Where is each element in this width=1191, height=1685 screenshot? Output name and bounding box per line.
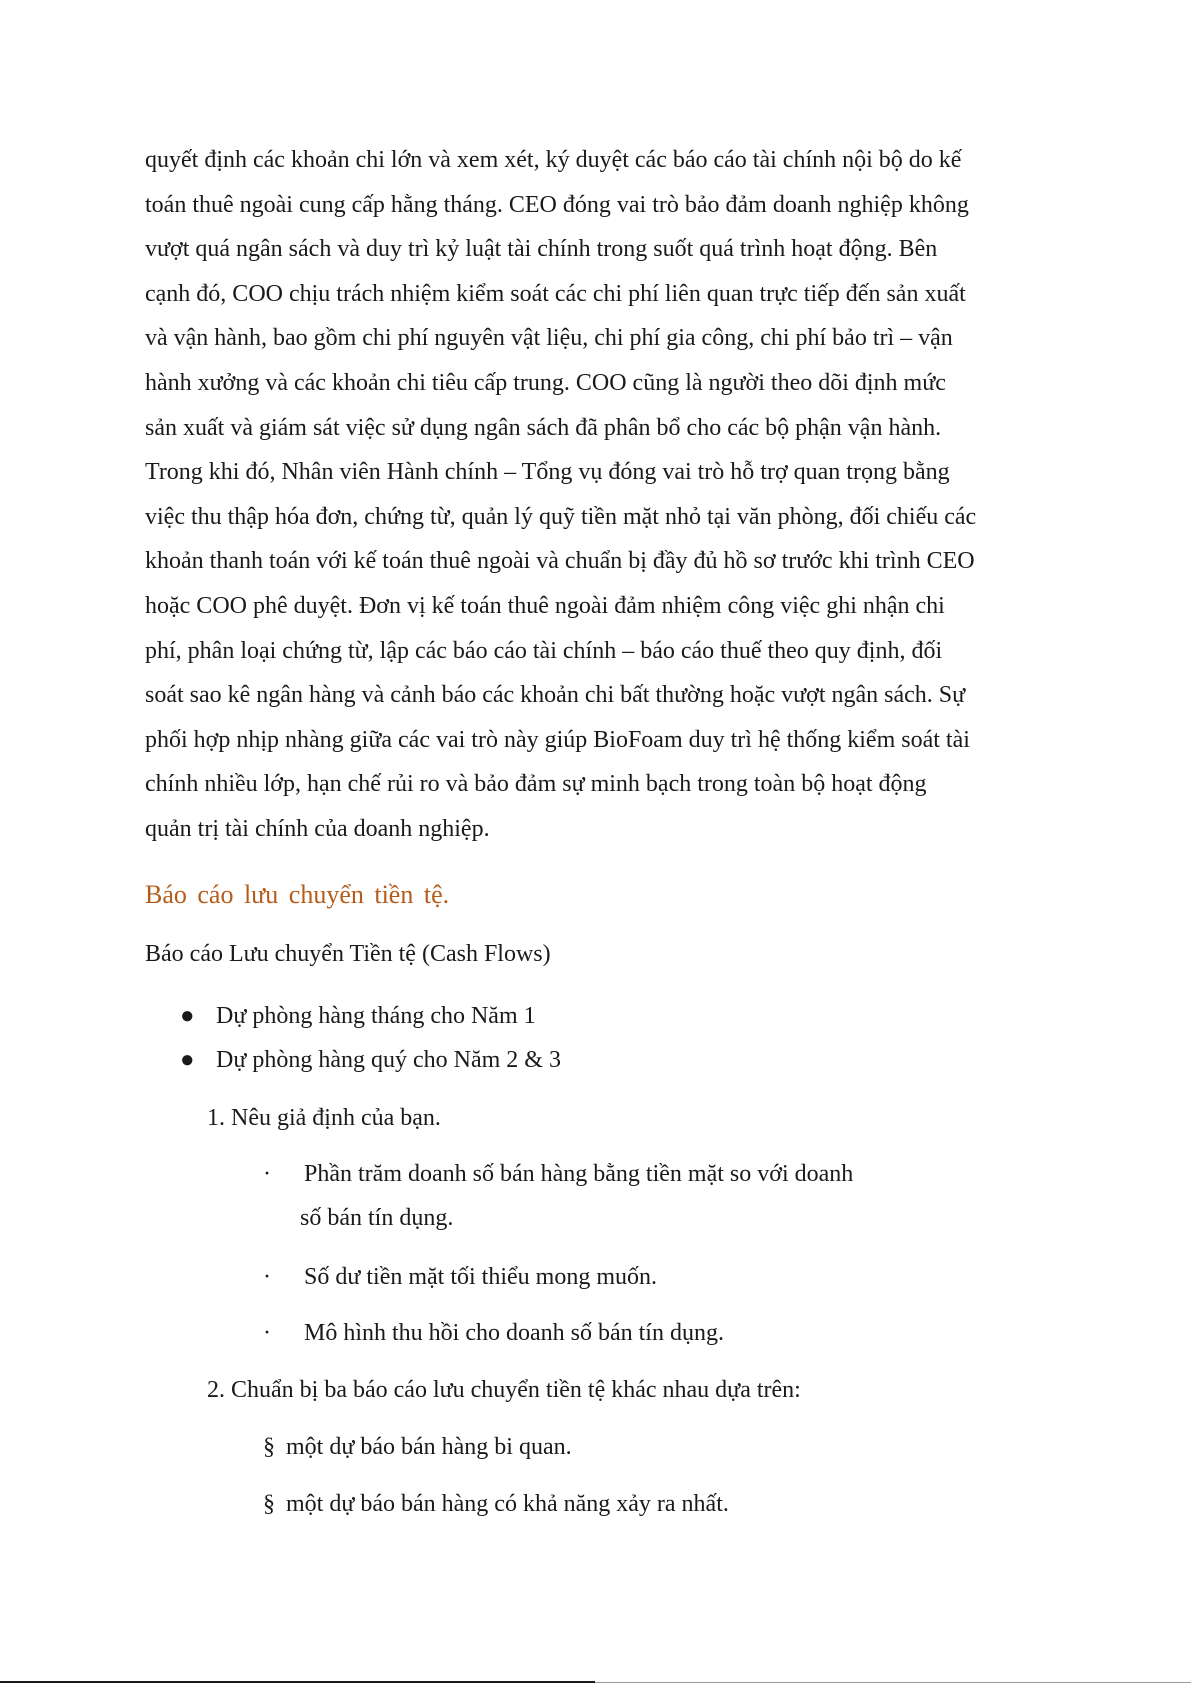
bullet-dot-icon: ● <box>180 1047 195 1073</box>
sub-item-text: một dự báo bán hàng bi quan. <box>286 1434 572 1460</box>
footer-divider <box>595 1682 1191 1683</box>
body-paragraph <box>145 138 1085 852</box>
bullet-text: Dự phòng hàng tháng cho Năm 1 <box>216 1003 536 1029</box>
paragraph-line: phí, phân loại chứng từ, lập các báo cáo tài chính – báo cáo thuế theo quy định, đối <box>145 637 943 664</box>
middot-marker: · <box>263 1264 271 1290</box>
paragraph-line: toán thuê ngoài cung cấp hằng tháng. CEO đóng vai trò bảo đảm doanh nghiệp không <box>145 191 969 218</box>
section-sign-marker: § <box>263 1434 275 1460</box>
bullet-text: Dự phòng hàng quý cho Năm 2 & 3 <box>216 1047 561 1073</box>
paragraph-line: soát sao kê ngân hàng và cảnh báo các khoản chi bất thường hoặc vượt ngân sách. Sự <box>145 682 966 709</box>
sub-item-text: Mô hình thu hồi cho doanh số bán tín dụng. <box>304 1320 724 1346</box>
section-subtitle: Báo cáo Lưu chuyển Tiền tệ (Cash Flows) <box>145 941 551 967</box>
sub-item-text: Số dư tiền mặt tối thiểu mong muốn. <box>304 1264 657 1290</box>
bullet-item <box>180 1047 561 1074</box>
paragraph-line: vượt quá ngân sách và duy trì kỷ luật tài chính trong suốt quá trình hoạt động. Bên <box>145 236 938 263</box>
paragraph-line: khoản thanh toán với kế toán thuê ngoài và chuẩn bị đầy đủ hồ sơ trước khi trình CEO <box>145 548 975 575</box>
section-sign-marker: § <box>263 1491 275 1517</box>
section-heading: Báo cáo lưu chuyển tiền tệ. <box>145 880 450 909</box>
sub-item-text: một dự báo bán hàng có khả năng xảy ra nhất. <box>286 1491 729 1517</box>
paragraph-line: hoặc COO phê duyệt. Đơn vị kế toán thuê ngoài đảm nhiệm công việc ghi nhận chi <box>145 592 945 619</box>
numbered-item-1: 1. Nêu giả định của bạn. <box>207 1105 441 1131</box>
paragraph-line: sản xuất và giám sát việc sử dụng ngân sách đã phân bổ cho các bộ phận vận hành. <box>145 414 942 441</box>
middot-marker: · <box>263 1320 271 1346</box>
paragraph-line: quản trị tài chính của doanh nghiệp. <box>145 815 490 842</box>
paragraph-line: hành xưởng và các khoản chi tiêu cấp trung. COO cũng là người theo dõi định mức <box>145 369 946 396</box>
paragraph-line: Trong khi đó, Nhân viên Hành chính – Tổng vụ đóng vai trò hỗ trợ quan trọng bằng <box>145 459 950 486</box>
paragraph-line: quyết định các khoản chi lớn và xem xét, ký duyệt các báo cáo tài chính nội bộ do kế <box>145 147 962 173</box>
sub-item-text: Phần trăm doanh số bán hàng bằng tiền mặt so với doanh <box>304 1161 854 1187</box>
paragraph-line: cạnh đó, COO chịu trách nhiệm kiểm soát các chi phí liên quan trực tiếp đến sản xuất <box>145 280 966 307</box>
paragraph-line: chính nhiều lớp, hạn chế rủi ro và bảo đảm sự minh bạch trong toàn bộ hoạt động <box>145 771 927 798</box>
footer-divider <box>0 1681 595 1683</box>
paragraph-line: phối hợp nhịp nhàng giữa các vai trò này giúp BioFoam duy trì hệ thống kiểm soát tài <box>145 726 970 753</box>
bullet-dot-icon: ● <box>180 1003 195 1029</box>
middot-marker: · <box>263 1161 271 1187</box>
paragraph-line: việc thu thập hóa đơn, chứng từ, quản lý quỹ tiền mặt nhỏ tại văn phòng, đối chiếu các <box>145 503 977 530</box>
paragraph-line: và vận hành, bao gồm chi phí nguyên vật liệu, chi phí gia công, chi phí bảo trì – vận <box>145 325 953 352</box>
numbered-item-2: 2. Chuẩn bị ba báo cáo lưu chuyển tiền tệ khác nhau dựa trên: <box>207 1377 801 1403</box>
sub-item-text: số bán tín dụng. <box>300 1205 454 1231</box>
bullet-item <box>180 1003 536 1030</box>
